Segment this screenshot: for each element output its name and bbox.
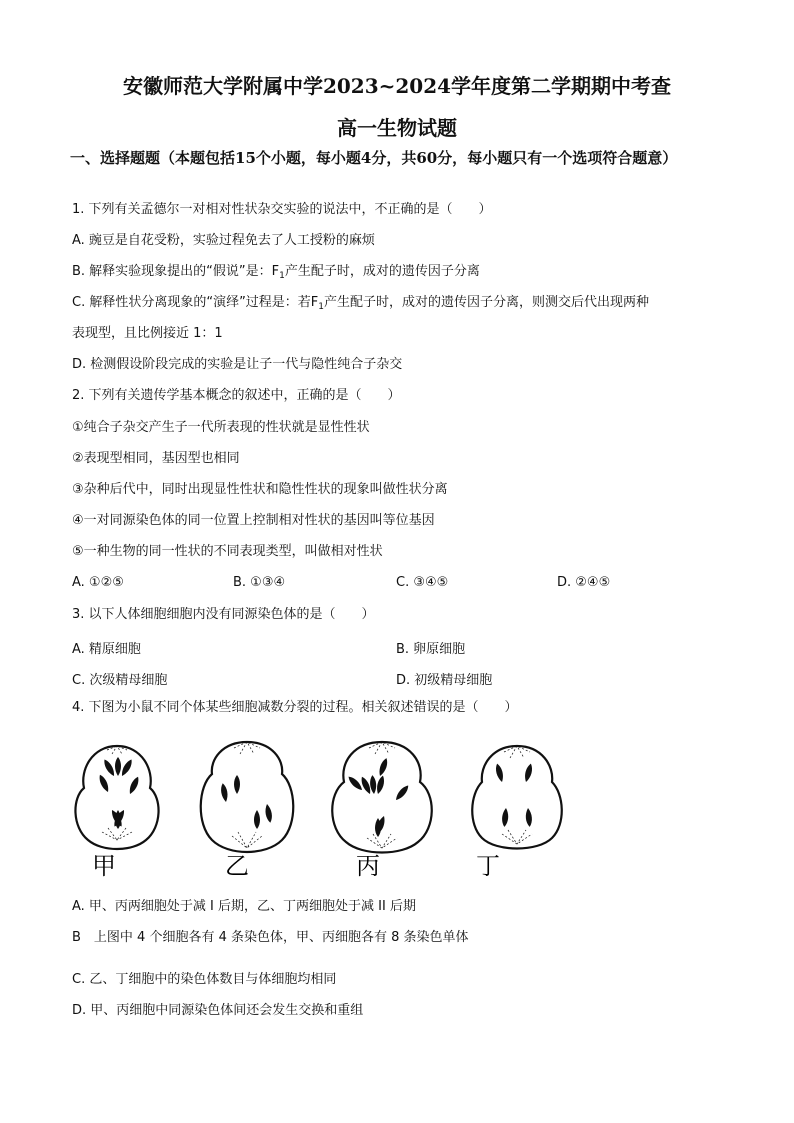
q2-statement-3: ③杂种后代中，同时出现显性性状和隐性性状的现象叫做性状分离 [72,482,448,497]
cell-yi [201,742,294,852]
q1-option-a: A. 豌豆是自花受粉，实验过程免去了人工授粉的麻烦 [72,233,375,248]
q1-option-b [72,263,480,285]
q2-statement-5: ⑤一种生物的同一性状的不同表现类型，叫做相对性状 [72,544,383,559]
cell-ding [472,746,562,849]
q3-option-a: A. 精原细胞 [72,642,141,657]
q3-option-d: D. 初级精母细胞 [396,673,493,688]
q3-stem: 3. 以下人体细胞细胞内没有同源染色体的是（ ） [72,607,375,622]
figure-label-bing: 丙 [356,852,380,880]
q1-option-d: D. 检测假设阶段完成的实验是让子一代与隐性纯合子杂交 [72,357,403,372]
q4-stem: 4. 下图为小鼠不同个体某些细胞减数分裂的过程。相关叙述错误的是（ ） [72,700,518,715]
q2-option-a: A. ①②⑤ [72,575,124,590]
figure-label-yi: 乙 [225,852,249,880]
q2-option-b: B. ①③④ [233,575,286,590]
q2-statement-4: ④一对同源染色体的同一位置上控制相对性状的基因叫等位基因 [72,513,435,528]
q2-statement-1: ①纯合子杂交产生子一代所表现的性状就是显性性状 [72,420,370,435]
q2-option-c: C. ③④⑤ [396,575,449,590]
q1-option-c [72,294,649,316]
figure-label-jia: 甲 [92,852,116,880]
cell-jia [75,746,158,849]
q1-option-c-text: C. 解释性状分离现象的“演绎”过程是：若F [72,295,319,310]
q4-option-a: A. 甲、丙两细胞处于减 I 后期，乙、丁两细胞处于减 II 后期 [72,899,416,914]
q1-option-b-subscript: 1 [279,271,285,281]
q1-option-b-text-end: 产生配子时，成对的遗传因子分离 [284,264,480,279]
q1-option-c-line2: 表现型，且比例接近 1：1 [72,326,223,341]
q4-option-b: B 上图中 4 个细胞各有 4 条染色体，甲、丙细胞各有 8 条染色单体 [72,930,469,945]
q3-option-b: B. 卵原细胞 [396,642,466,657]
q2-statement-2: ②表现型相同，基因型也相同 [72,451,240,466]
exam-title: 安徽师范大学附属中学2023~2024学年度第二学期期中考查 [122,74,672,98]
section-heading: 一、选择题题（本题包括15个小题，每小题4分，共60分，每小题只有一个选项符合题意） [70,149,678,167]
q2-option-d: D. ②④⑤ [557,575,611,590]
q1-stem: 1. 下列有关孟德尔一对相对性状杂交实验的说法中，不正确的是（ ） [72,202,492,217]
cell-bing [332,742,432,853]
figure-label-ding: 丁 [476,852,500,880]
q4-option-d: D. 甲、丙细胞中同源染色体间还会发生交换和重组 [72,1003,364,1018]
q1-option-c-text-end: 产生配子时，成对的遗传因子分离，则测交后代出现两种 [324,295,650,310]
meiosis-cells-figure [62,732,622,882]
q1-option-b-text: B. 解释实验现象提出的“假说”是：F [72,264,280,279]
q1-option-c-subscript: 1 [318,302,325,312]
exam-subtitle: 高一生物试题 [337,116,457,140]
q4-option-c: C. 乙、丁细胞中的染色体数目与体细胞均相同 [72,972,337,987]
q3-option-c: C. 次级精母细胞 [72,673,168,688]
q2-stem: 2. 下列有关遗传学基本概念的叙述中，正确的是（ ） [72,388,401,403]
